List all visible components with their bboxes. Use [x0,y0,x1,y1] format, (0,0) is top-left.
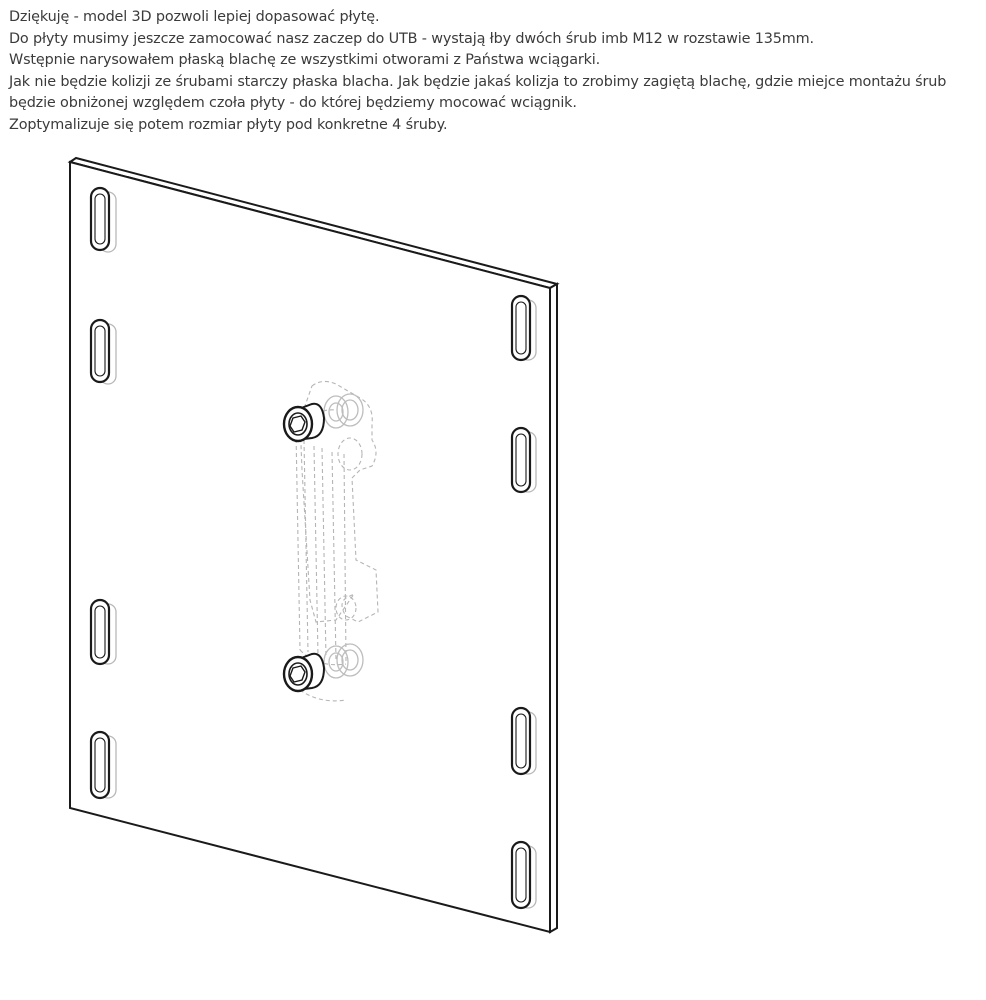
plate-face [70,162,550,932]
message-line-2: Do płyty musimy jeszcze zamocować nasz zaczep do UTB - wystają łby dwóch śrub imb M12 w rozstawie 135mm. [9,30,814,47]
message-line-4: Jak nie będzie kolizji ze śrubami starczy płaska blacha. Jak będzie jakaś kolizja to zrobimy zagiętą blachę, gdzie miejce montażu śrub będzie obniżonej względem czoła płyty - do której będziemy mocować wciągnik. [9,73,947,111]
message-line-1: Dziękuję - model 3D pozwoli lepiej dopasować płytę. [9,9,380,25]
message-line-5: Zoptymalizuje się potem rozmiar płyty pod konkretne 4 śruby. [9,116,448,133]
message-line-3: Wstępnie narysowałem płaską blachę ze wszystkimi otworami z Państwa wciągarki. [9,52,601,68]
